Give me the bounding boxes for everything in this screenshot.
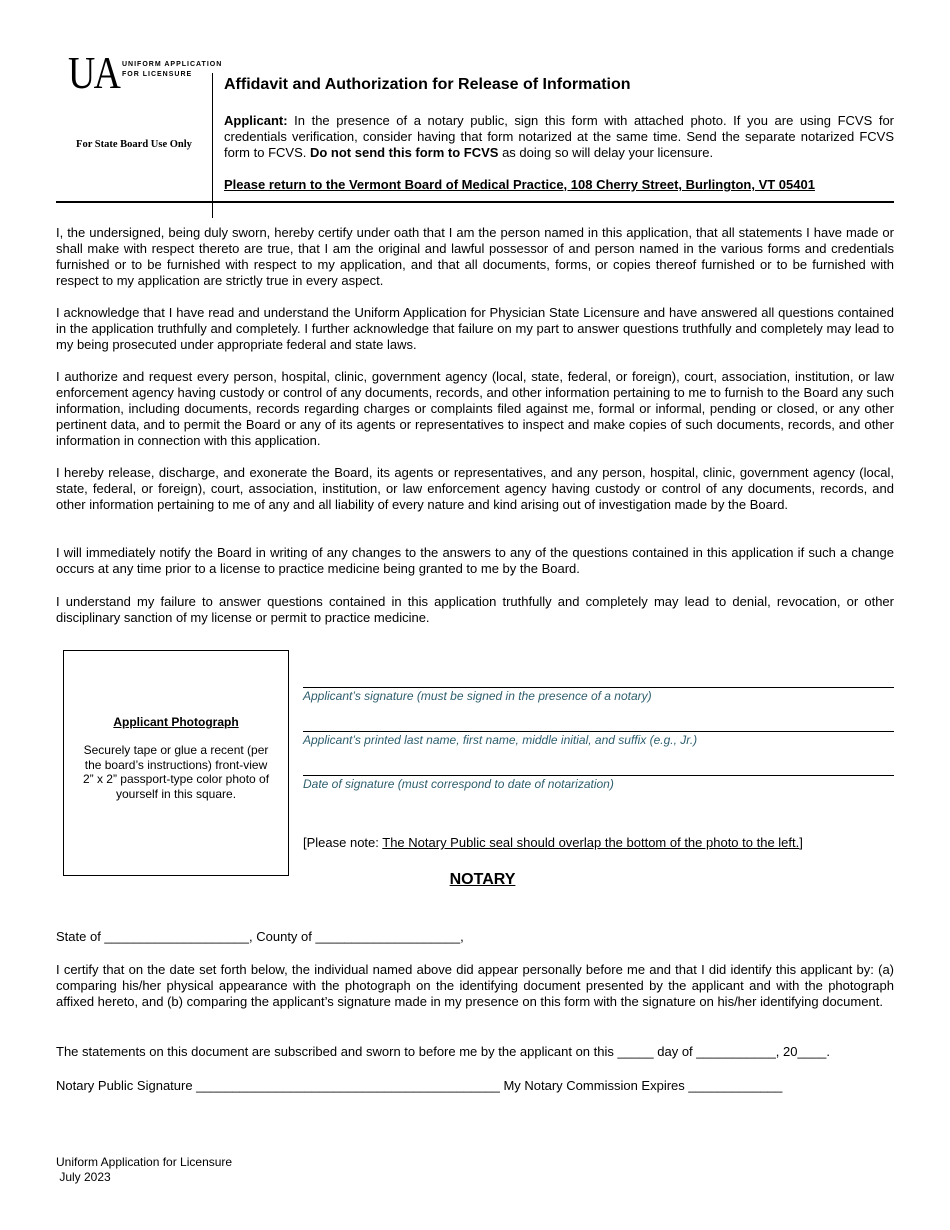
footer-line1: Uniform Application for Licensure [56,1155,233,1169]
ua-logo: UA [68,47,120,98]
photo-instructions: Securely tape or glue a recent (per the board’s instructions) front-view 2” x 2” passport-type color photo of yourself in this square. [82,743,270,801]
notary-heading: NOTARY [449,871,516,888]
notary-certification: I certify that on the date set forth below, the individual named above did appear personally before me and that I did identify this applicant by: (a) comparing his/her physical appearance with the photograph on the identifying document presented by the applicant and with the photograph affixed hereto, and (b) comparing the applicant’s signature made in my presence on this form with the signature on his/her identifying document. [56,962,894,1009]
logo-caption-line2: FOR LICENSURE [122,71,193,78]
note-underlined: The Notary Public seal should overlap the bottom of the photo to the left. [382,835,800,850]
state-county-line[interactable]: State of ____________________, County of ____________________, [56,929,464,944]
paragraph-acknowledge: I acknowledge that I have read and understand the Uniform Application for Physician State Licensure and have answered all questions contained in the application truthfully and completely. I further acknowledge that failure on my part to answer questions truthfully and completely may lead to my being prosecuted under appropriate federal and state laws. [56,305,894,352]
return-address: Please return to the Vermont Board of Medical Practice, 108 Cherry Street, Burlington, VT 05401 [224,177,815,192]
applicant-warning: Do not send this form to FCVS [309,145,499,160]
notary-seal-note [303,835,803,851]
applicant-photo-box[interactable] [63,650,289,876]
footer-line2: July 2023 [56,1170,111,1184]
form-title: Affidavit and Authorization for Release of Information [224,76,631,93]
paragraph-authorize: I authorize and request every person, hospital, clinic, government agency (local, state, federal, or foreign), court, association, institution, or law enforcement agency having custody or control of any documents, records, and other information pertaining to me to furnish to the Board any such information, including documents, records regarding charges or complaints filed against me, formal or informal, pending or closed, or any other pertinent data, and to permit the Board or any of its agents or representatives to inspect and make copies of such documents, records, and other information in connection with this application. [56,369,894,448]
applicant-tail: as doing so will delay your licensure. [498,145,714,160]
notary-signature-line[interactable]: Notary Public Signature __________________________________________ My Notary Commission Expires _____________ [56,1078,783,1093]
paragraph-release: I hereby release, discharge, and exonerate the Board, its agents or representatives, and any person, hospital, clinic, government agency (local, state, federal, or foreign), court, association, institution, or law enforcement agency having custody or control of any documents, records, and other information pertaining to me of any and all liability of every nature and kind arising out of investigation made by the Board. [56,465,894,512]
paragraph-understand: I understand my failure to answer questions contained in this application truthfully and completely may lead to denial, revocation, or other disciplinary sanction of my license or permit to practice medicine. [56,594,894,625]
paragraph-oath: I, the undersigned, being duly sworn, hereby certify under oath that I am the person named in this application, that all statements I have made or shall make with respect thereto are true, that I am the original and lawful possessor of and person named in the various forms and credentials furnished or to be furnished with respect to my application, and that all documents, forms, or copies thereof furnished or to be furnished with respect to my application are strictly true in every aspect. [56,225,894,288]
logo-caption-line1: UNIFORM APPLICATION [122,61,223,68]
footer [56,1155,232,1185]
applicant-label: Applicant: [224,113,288,128]
applicant-printed-name-caption: Applicant’s printed last name, first name, middle initial, and suffix (e.g., Jr.) [303,733,698,747]
note-prefix: [Please note: [303,835,383,850]
note-suffix: ] [799,835,803,850]
logo-caption [122,60,222,80]
header-divider-vertical [212,73,213,218]
photo-title: Applicant Photograph [113,715,239,729]
applicant-signature-caption: Applicant’s signature (must be signed in the presence of a notary) [303,689,652,703]
paragraph-notify: I will immediately notify the Board in writing of any changes to the answers to any of the questions contained in this application if such a change occurs at any time prior to a license to practice medicine being granted to me by the Board. [56,545,894,576]
applicant-instructions [224,113,894,161]
date-of-signature-caption: Date of signature (must correspond to date of notarization) [303,777,614,791]
applicant-text: In the presence of a notary public, sign this form with attached photo. If you are using FCVS for credentials verification, consider having that form notarized at the same time. Send the separate notarized FCVS form to FCVS. [224,113,894,160]
sworn-statement-line[interactable]: The statements on this document are subscribed and sworn to before me by the applicant on this _____ day of ___________, 20____. [56,1044,831,1059]
header-divider-horizontal [56,201,894,203]
state-board-use-label: For State Board Use Only [76,139,192,150]
